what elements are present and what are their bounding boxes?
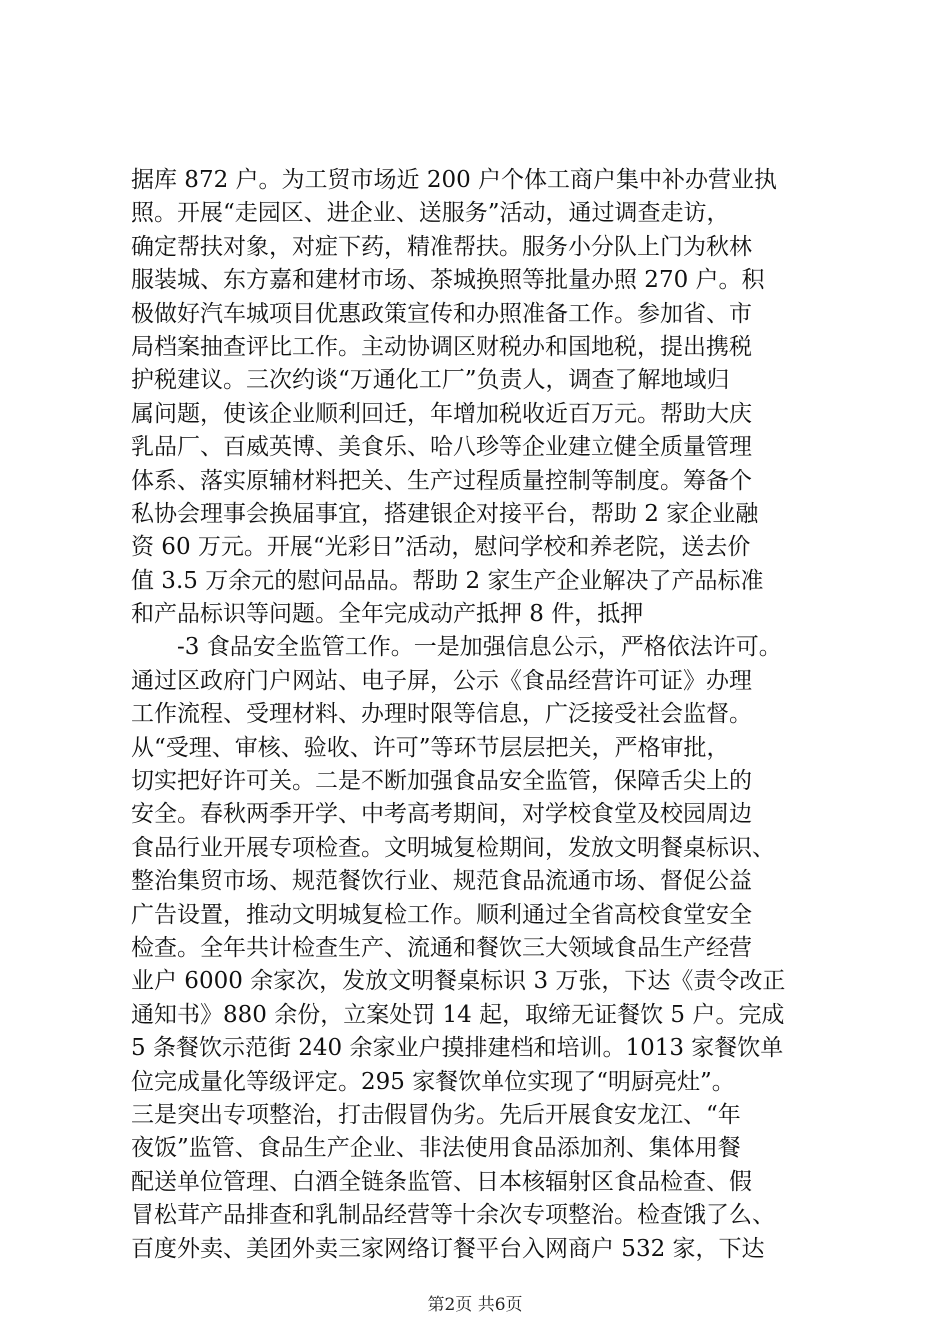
text-line: 极做好汽车城项目优惠政策宣传和办照准备工作。参加省、市 (131, 300, 752, 327)
text-line: 配送单位管理、白酒全链条监管、日本核辐射区食品检查、假 (131, 1168, 752, 1195)
text-line: 资 60 万元。开展“光彩日”活动，慰问学校和养老院，送去价 (131, 534, 751, 561)
text-line: 据库 872 户。为工贸市场近 200 户个体工商户集中补办营业执 (131, 167, 778, 193)
text-line: 从“受理、审核、验收、许可”等环节层层把关，严格审批， (131, 734, 730, 761)
text-line: 确定帮扶对象，对症下药，精准帮扶。服务小分队上门为秋林 (131, 233, 752, 260)
body-text (131, 164, 851, 1266)
text-line: 夜饭”监管、食品生产企业、非法使用食品添加剂、集体用餐 (131, 1135, 741, 1162)
text-line: 业户 6000 余家次，发放文明餐桌标识 3 万张，下达《责令改正 (131, 968, 786, 995)
text-line: 三是突出专项整治，打击假冒伪劣。先后开展食安龙江、“年 (131, 1101, 741, 1128)
text-line: 照。开展“走园区、进企业、送服务”活动，通过调查走访， (131, 200, 730, 227)
text-line: 百度外卖、美团外卖三家网络订餐平台入网商户 532 家，下达 (131, 1235, 765, 1262)
text-line: 私协会理事会换届事宜，搭建银企对接平台，帮助 2 家企业融 (131, 500, 759, 527)
text-line: 属问题，使该企业顺利回迁，年增加税收近百万元。帮助大庆 (131, 400, 752, 427)
text-line: 服装城、东方嘉和建材市场、茶城换照等批量办照 270 户。积 (131, 267, 765, 294)
text-line: 冒松茸产品排查和乳制品经营等十余次专项整治。检查饿了么、 (131, 1202, 775, 1229)
text-line: 整治集贸市场、规范餐饮行业、规范食品流通市场、督促公益 (131, 868, 752, 895)
text-line: 广告设置，推动文明城复检工作。顺利通过全省高校食堂安全 (131, 901, 752, 928)
text-line: 护税建议。三次约谈“万通化工厂”负责人，调查了解地域归 (131, 367, 730, 394)
text-line: 5 条餐饮示范街 240 余家业户摸排建档和培训。1013 家餐饮单 (131, 1035, 784, 1062)
text-line: 检查。全年共计检查生产、流通和餐饮三大领域食品生产经营 (131, 934, 752, 961)
text-line: 食品行业开展专项检查。文明城复检期间，发放文明餐桌标识、 (131, 834, 775, 861)
text-line: 通知书》880 余份，立案处罚 14 起，取缔无证餐饮 5 户。完成 (131, 1001, 785, 1028)
text-line: 位完成量化等级评定。295 家餐饮单位实现了“明厨亮灶”。 (131, 1068, 735, 1095)
text-line: 通过区政府门户网站、电子屏，公示《食品经营许可证》办理 (131, 667, 752, 694)
text-line: 安全。春秋两季开学、中考高考期间，对学校食堂及校园周边 (131, 801, 752, 828)
text-line: 局档案抽查评比工作。主动协调区财税办和国地税，提出携税 (131, 333, 752, 360)
text-line: 和产品标识等问题。全年完成动产抵押 8 件，抵押 (131, 601, 644, 628)
page-number-footer: 第2页 共6页 (427, 1295, 523, 1315)
text-line: 切实把好许可关。二是不断加强食品安全监管，保障舌尖上的 (131, 768, 752, 795)
text-line: 工作流程、受理材料、办理时限等信息，广泛接受社会监督。 (131, 701, 752, 728)
text-line: 乳品厂、百威英博、美食乐、哈八珍等企业建立健全质量管理 (131, 434, 752, 461)
text-line: 体系、落实原辅材料把关、生产过程质量控制等制度。筹备个 (131, 467, 752, 494)
paragraph-start-line: -3 食品安全监管工作。一是加强信息公示，严格依法许可。 (177, 634, 782, 661)
text-line: 值 3.5 万余元的慰问品品。帮助 2 家生产企业解决了产品标准 (131, 567, 764, 594)
